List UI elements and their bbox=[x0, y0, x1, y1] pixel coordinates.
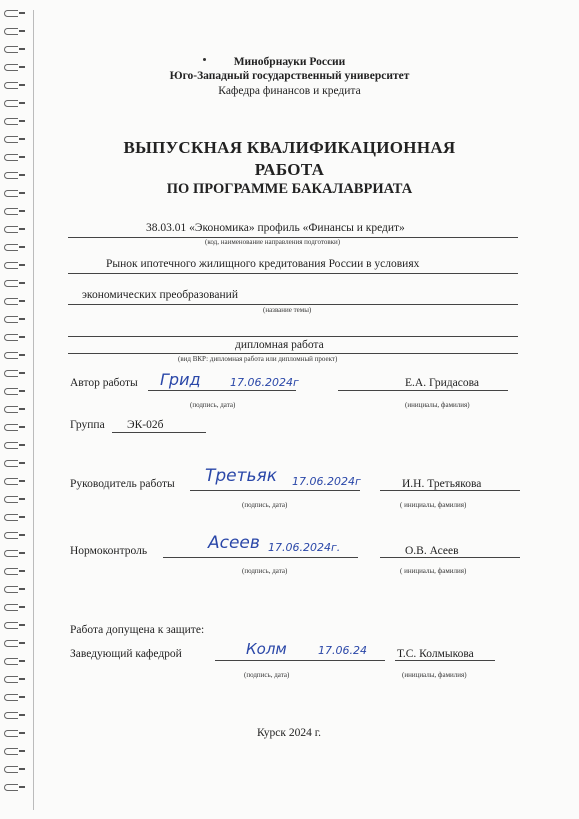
supervisor-caption-signature: (подпись, дата) bbox=[242, 501, 288, 509]
normcontrol-signature-line bbox=[163, 557, 358, 558]
head-name-line bbox=[395, 660, 495, 661]
binding-ring bbox=[4, 658, 24, 665]
work-type-value: дипломная работа bbox=[235, 339, 324, 351]
head-of-department-label: Заведующий кафедрой bbox=[70, 648, 182, 660]
binding-ring bbox=[4, 388, 24, 395]
binding-ring bbox=[4, 586, 24, 593]
city-year: Курск 2024 г. bbox=[257, 727, 322, 739]
binding-ring bbox=[4, 442, 24, 449]
supervisor-label: Руководитель работы bbox=[70, 478, 175, 490]
head-caption-signature: (подпись, дата) bbox=[244, 671, 290, 679]
topic-caption: (название темы) bbox=[263, 306, 312, 314]
topic-underline-2 bbox=[68, 304, 518, 305]
normcontrol-name-line bbox=[380, 557, 520, 558]
supervisor-caption-name: ( инициалы, фамилия) bbox=[400, 501, 467, 509]
binding-ring bbox=[4, 568, 24, 575]
normcontrol-name: О.В. Асеев bbox=[405, 545, 459, 557]
program-caption: (код, наименование направления подготовки) bbox=[205, 238, 341, 246]
group-underline bbox=[112, 432, 206, 433]
document-title-line3: ПО ПРОГРАММЕ БАКАЛАВРИАТА bbox=[166, 181, 413, 197]
binding-ring bbox=[4, 640, 24, 647]
binding-ring bbox=[4, 496, 24, 503]
binding-ring bbox=[4, 46, 24, 53]
binding-ring bbox=[4, 766, 24, 773]
binding-ring bbox=[4, 406, 24, 413]
topic-line1: Рынок ипотечного жилищного кредитования России в условиях bbox=[106, 258, 420, 270]
binding-ring bbox=[4, 352, 24, 359]
supervisor-name-line bbox=[380, 490, 520, 491]
department-name: Кафедра финансов и кредита bbox=[218, 85, 361, 97]
author-caption-name: (инициалы, фамилия) bbox=[405, 401, 470, 409]
binding-ring bbox=[4, 118, 24, 125]
page-edge bbox=[33, 10, 34, 810]
binding-ring bbox=[4, 28, 24, 35]
supervisor-signature: Третьяк bbox=[205, 466, 278, 486]
binding-ring bbox=[4, 532, 24, 539]
binding-ring bbox=[4, 424, 24, 431]
author-caption-signature: (подпись, дата) bbox=[190, 401, 236, 409]
binding-ring bbox=[4, 712, 24, 719]
author-signature-line bbox=[148, 390, 296, 391]
head-signature-date: 17.06.24 bbox=[318, 644, 367, 657]
normcontrol-signature-date: 17.06.2024г. bbox=[268, 541, 341, 554]
binding-ring bbox=[4, 694, 24, 701]
head-signature-line bbox=[215, 660, 385, 661]
binding-ring bbox=[4, 334, 24, 341]
binding-ring bbox=[4, 784, 24, 791]
binding-ring bbox=[4, 748, 24, 755]
topic-underline-3 bbox=[68, 336, 518, 337]
author-name-line bbox=[338, 390, 508, 391]
head-name: Т.С. Колмыкова bbox=[397, 648, 474, 660]
supervisor-signature-line bbox=[190, 490, 360, 491]
binding-ring bbox=[4, 208, 24, 215]
topic-line2: экономических преобразований bbox=[82, 289, 238, 301]
supervisor-signature-date: 17.06.2024г bbox=[292, 475, 361, 488]
admission-label: Работа допущена к защите: bbox=[70, 624, 205, 636]
head-caption-name: (инициалы, фамилия) bbox=[402, 671, 467, 679]
binding-ring bbox=[4, 244, 24, 251]
group-value: ЭК-02б bbox=[127, 419, 164, 431]
binding-ring bbox=[4, 262, 24, 269]
binding-ring bbox=[4, 280, 24, 287]
binding-ring bbox=[4, 10, 24, 17]
binding-ring bbox=[4, 478, 24, 485]
document-title-line1: ВЫПУСКНАЯ КВАЛИФИКАЦИОННАЯ bbox=[123, 138, 456, 157]
author-name: Е.А. Гридасова bbox=[405, 377, 479, 389]
spiral-binding bbox=[0, 0, 32, 819]
ministry-name: Минобрнауки России bbox=[233, 56, 346, 68]
binding-ring bbox=[4, 514, 24, 521]
binding-ring bbox=[4, 370, 24, 377]
normcontrol-caption-name: ( инициалы, фамилия) bbox=[400, 567, 467, 575]
binding-ring bbox=[4, 622, 24, 629]
work-type-caption: (вид ВКР: дипломная работа или дипломный проект) bbox=[178, 355, 338, 363]
group-label: Группа bbox=[70, 419, 105, 431]
binding-ring bbox=[4, 100, 24, 107]
document-title-line2: РАБОТА bbox=[254, 160, 325, 179]
normcontrol-caption-signature: (подпись, дата) bbox=[242, 567, 288, 575]
author-signature: Грид bbox=[160, 370, 201, 389]
binding-ring bbox=[4, 604, 24, 611]
normcontrol-signature: Асеев bbox=[208, 533, 260, 553]
author-signature-date: 17.06.2024г bbox=[230, 376, 299, 389]
work-type-underline bbox=[68, 353, 518, 354]
topic-underline-1 bbox=[68, 273, 518, 274]
binding-ring bbox=[4, 730, 24, 737]
supervisor-name: И.Н. Третьякова bbox=[402, 478, 482, 490]
binding-ring bbox=[4, 298, 24, 305]
binding-ring bbox=[4, 460, 24, 467]
binding-ring bbox=[4, 316, 24, 323]
binding-ring bbox=[4, 550, 24, 557]
normcontrol-label: Нормоконтроль bbox=[70, 545, 148, 557]
head-signature: Колм bbox=[246, 640, 287, 658]
program-value: 38.03.01 «Экономика» профиль «Финансы и кредит» bbox=[146, 222, 405, 234]
university-name: Юго-Западный государственный университет bbox=[169, 70, 410, 82]
author-label: Автор работы bbox=[70, 377, 138, 389]
binding-ring bbox=[4, 676, 24, 683]
binding-ring bbox=[4, 226, 24, 233]
